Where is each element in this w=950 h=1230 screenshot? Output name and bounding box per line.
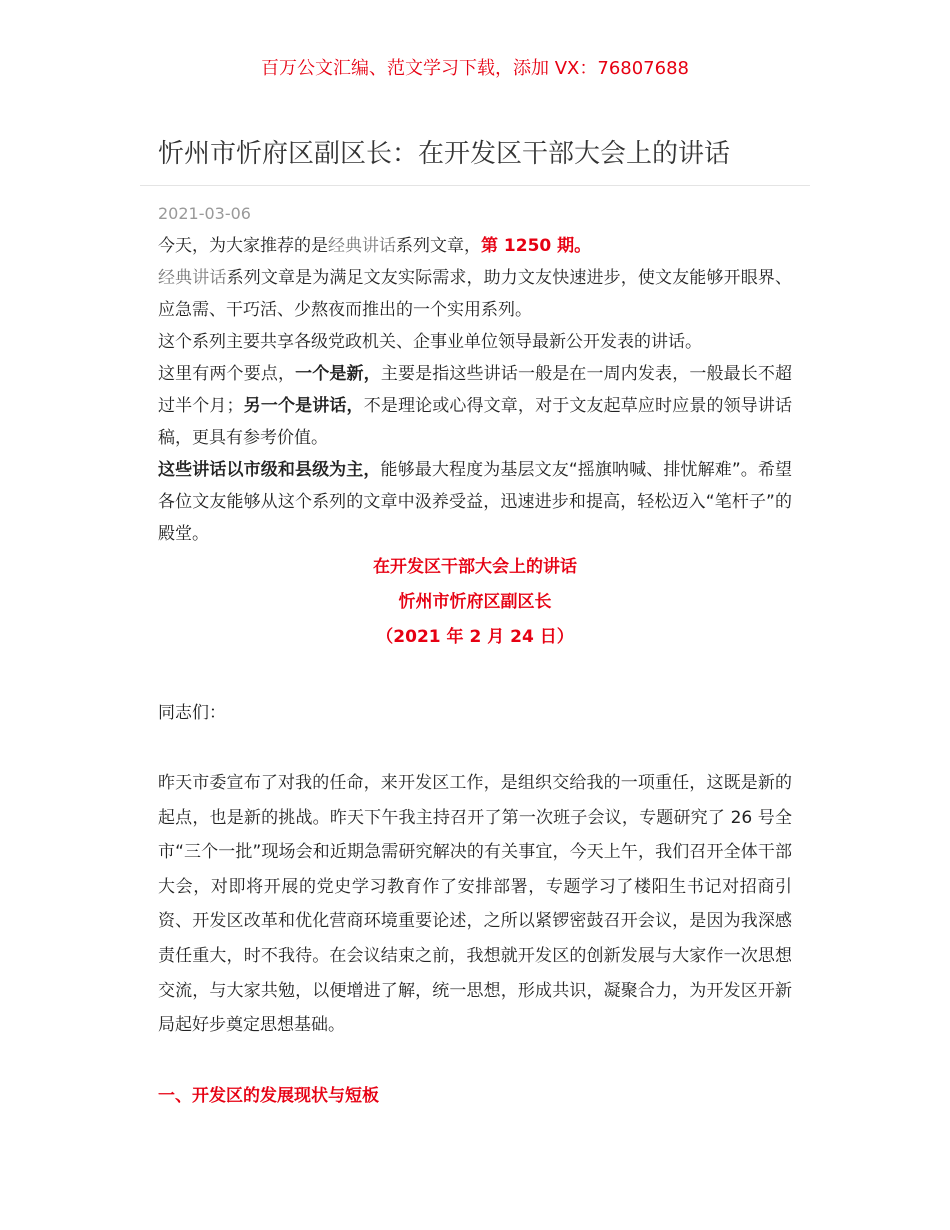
speech-date: （2021 年 2 月 24 日）: [376, 627, 574, 647]
series-link[interactable]: 经典讲话: [158, 268, 227, 288]
promo-banner: 百万公文汇编、范文学习下载，添加 VX：76807688: [261, 58, 689, 79]
intro-text: 系列文章是为满足文友实际需求，助力文友快速进步，使文友能够开眼界、应急需、干巧活、少熬夜而推出的一个实用系列。: [158, 268, 793, 320]
key-point-speech: 另一个是讲话，: [243, 396, 364, 416]
publish-date: 2021-03-06: [158, 204, 251, 223]
intro-text: 这里有两个要点，: [158, 364, 296, 384]
series-link[interactable]: 经典讲话: [328, 236, 396, 256]
speech-paragraph-1: 昨天市委宣布了对我的任命，来开发区工作，是组织交给我的一项重任，这既是新的起点，也是新的挑战。昨天下午我主持召开了第一次班子会议，专题研究了 26 号全市“三个一批”现场会和近期急需研究解决的有关事宜，今天上午，我们召开全体干部大会，对即将开展的党史学习教育作了安排部署，专题学习了楼阳生书记对招商引资、开发区改革和优化营商环境重要论述，之所以紧锣密鼓召开会议，是因为我深感责任重大，时不我待。在会议结束之前，我想就开发区的创新发展与大家作一次思想交流，与大家共勉，以便增进了解，统一思想，形成共识，凝聚合力，为开发区开新局起好步奠定思想基础。: [158, 773, 792, 1036]
speech-speaker: 忻州市忻府区副区长: [398, 592, 552, 612]
intro-text: 系列文章，: [396, 236, 481, 256]
intro-paragraph-1: [158, 230, 792, 262]
intro-text: 不是理论或心得文章，对于文友起草应时应景的领导讲话稿，更具有参考价值。: [158, 396, 793, 448]
intro-paragraph-5: [158, 454, 792, 550]
intro-paragraph-3: 这个系列主要共享各级党政机关、企事业单位领导最新公开发表的讲话。: [158, 332, 702, 352]
article-body: [158, 230, 792, 1112]
intro-paragraph-2: [158, 262, 792, 326]
title-divider: [140, 185, 810, 186]
speech-salutation: 同志们：: [158, 703, 226, 723]
key-point-new: 一个是新，: [295, 364, 381, 384]
intro-text: 能够最大程度为基层文友“摇旗呐喊、排忧解难”。希望各位文友能够从这个系列的文章中汲养受益，迅速进步和提高，轻松迈入“笔杆子”的殿堂。: [158, 460, 792, 544]
section-heading-1: 一、开发区的发展现状与短板: [158, 1085, 379, 1106]
intro-text: 今天，为大家推荐的是: [158, 236, 328, 256]
intro-text: 主要是指这些讲话一般是在一周内发表，一般最长不超过半个月；: [158, 364, 793, 416]
speech-heading: 在开发区干部大会上的讲话: [373, 557, 577, 577]
key-point-level: 这些讲话以市级和县级为主，: [158, 460, 381, 480]
article-title: 忻州市忻府区副区长：在开发区干部大会上的讲话: [158, 139, 731, 169]
intro-paragraph-4: [158, 358, 792, 454]
issue-number: 第 1250 期。: [481, 236, 592, 256]
